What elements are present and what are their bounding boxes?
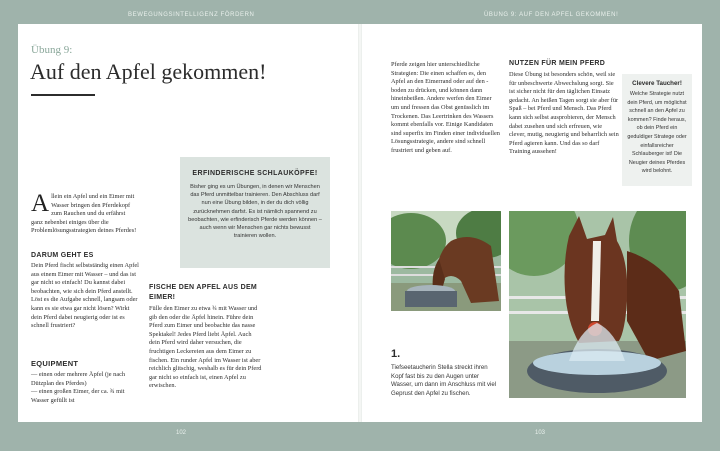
photo-caption: Tiefseetaucherin Stella streckt ihren Kopf fast bis zu den Augen unter Wasser, um dann im Anschluss mit viel Geprust den Apfel zu fischen. [391,364,497,397]
running-header-left: BEWEGUNGSINTELLIGENZ FÖRDERN [128,12,255,18]
equipment-list [31,371,141,405]
benefit-heading: NUTZEN FÜR MEIN PFERD [509,60,606,67]
horse-drinking-image [391,211,501,311]
tip-box [622,74,692,186]
title-rule [31,94,95,96]
page-title: Auf den Apfel gekommen! [30,59,267,84]
page-number-left: 102 [176,430,187,436]
goal-heading: DARUM GEHT ES [31,252,94,259]
benefit-text: Diese Übung ist besonders schön, weil sie für unbeschwerte Abwechslung sorgt. Sie ist sicher nicht für den täglichen Einsatz gedacht. An heißen Tagen sorgt sie aber für Spaß – bei Pferd und Mensch. Das Pferd kann sich selbst ausprobieren, der Mensch dabei zusehen und sich erfreuen, wie clever, mutig, neugierig und beharrlich sein Pferd agieren kann. Und das so darf Training aussehen! [509,71,619,156]
running-header-right: ÜBUNG 9: AUF DEN APFEL GEKOMMEN! [484,12,619,18]
exercise-label: Übung 9: [31,44,73,56]
equipment-heading: EQUIPMENT [31,359,79,368]
equipment-item: — einen oder mehrere Äpfel (je nach Dützplan des Pferdes) [31,371,126,387]
caption-number: 1. [391,348,401,360]
book-gutter [358,24,362,422]
horse-apple-image [509,211,686,398]
equipment-item: — einen großen Eimer, der ca. ¾ mit Wasser gefüllt ist [31,388,125,404]
intro-text: llein ein Apfel und ein Eimer mit Wasser bringen den Pferdekopf zum Rauchen und du erfährst ganz nebenbei einiges über die Problemlösungsstrategien deines Pferdes! [31,193,137,235]
info-box-heading: ERFINDERISCHE SCHLAUKÖPFE! [192,170,318,177]
info-box-text: Bisher ging es um Übungen, in denen wir Menschen das Pferd unmittelbar trainieren. Den Abschluss darf nun eine Übung bilden, in der du dich völlig zurücknehmen darfst. Es ist nämlich spannend zu beobachten, wie erfinderisch Pferde werden können – auch wenn wir Menschen gar nichts bewusst trainieren wollen. [188,184,322,240]
drop-cap: A [31,190,50,217]
page-number-right: 103 [535,430,546,436]
horse-with-apple-photo [509,211,686,398]
tip-heading: Clevere Taucher! [632,80,682,87]
fishing-text: Fülle den Eimer zu etwa ¾ mit Wasser und gib den oder die Äpfel hinein. Führe dein Pferd zum Eimer und beobachte das nasse Spektakel! Jedes Pferd liebt Äpfel. Auch dein Pferd wird daher versuchen, die fruchtigen Leckereien aus dem Eimer zu fischen. Ein runder Apfel im Wasser ist aber reichlich glitschig, weshalb es für dein Pferd gar nicht so einfach ist, einen Apfel zu erwischen. [149,305,262,390]
horse-drinking-photo [391,211,501,311]
goal-text: Dein Pferd fischt selbstständig einen Apfel aus einem Eimer mit Wasser – und das ist gar nicht so einfach! Du kannst dabei beobachten, wie sich dein Pferd anstellt. Löst es die Aufgabe schnell, langsam oder kann es sie etwa gar nicht lösen? Wirkt dein Pferd dabei neugierig oder ist es schnell frustriert? [31,262,139,330]
fishing-heading: FISCHE DEN APFEL AUS DEM EIMER! [149,284,258,301]
intro-paragraph [31,190,138,236]
tip-text: Welche Strategie nutzt dein Pferd, um möglichst schnell an den Apfel zu kommen? Finde heraus, ob dein Pferd ein geduldiger Stratege oder einfallsreicher Schlauberger ist! Die Neugier deines Pferdes wird belohnt. [627,91,687,175]
info-box [180,157,330,268]
strategies-text: Pferde zeigen hier unterschiedliche Strategien: Die einen schaffen es, den Apfel an den Eimerrand oder auf den -boden zu drücken, und können dann hineinbeißen. Andere werfen den Eimer um und fressen das Obst genüsslich im Trockenen. Das Leertrinken des Wassers kommt ebenfalls vor. Einige Kandidaten sind superfix im Finden einer individuellen Lösungsstrategie, andere sind schnell frustriert und geben auf. [391,61,500,154]
